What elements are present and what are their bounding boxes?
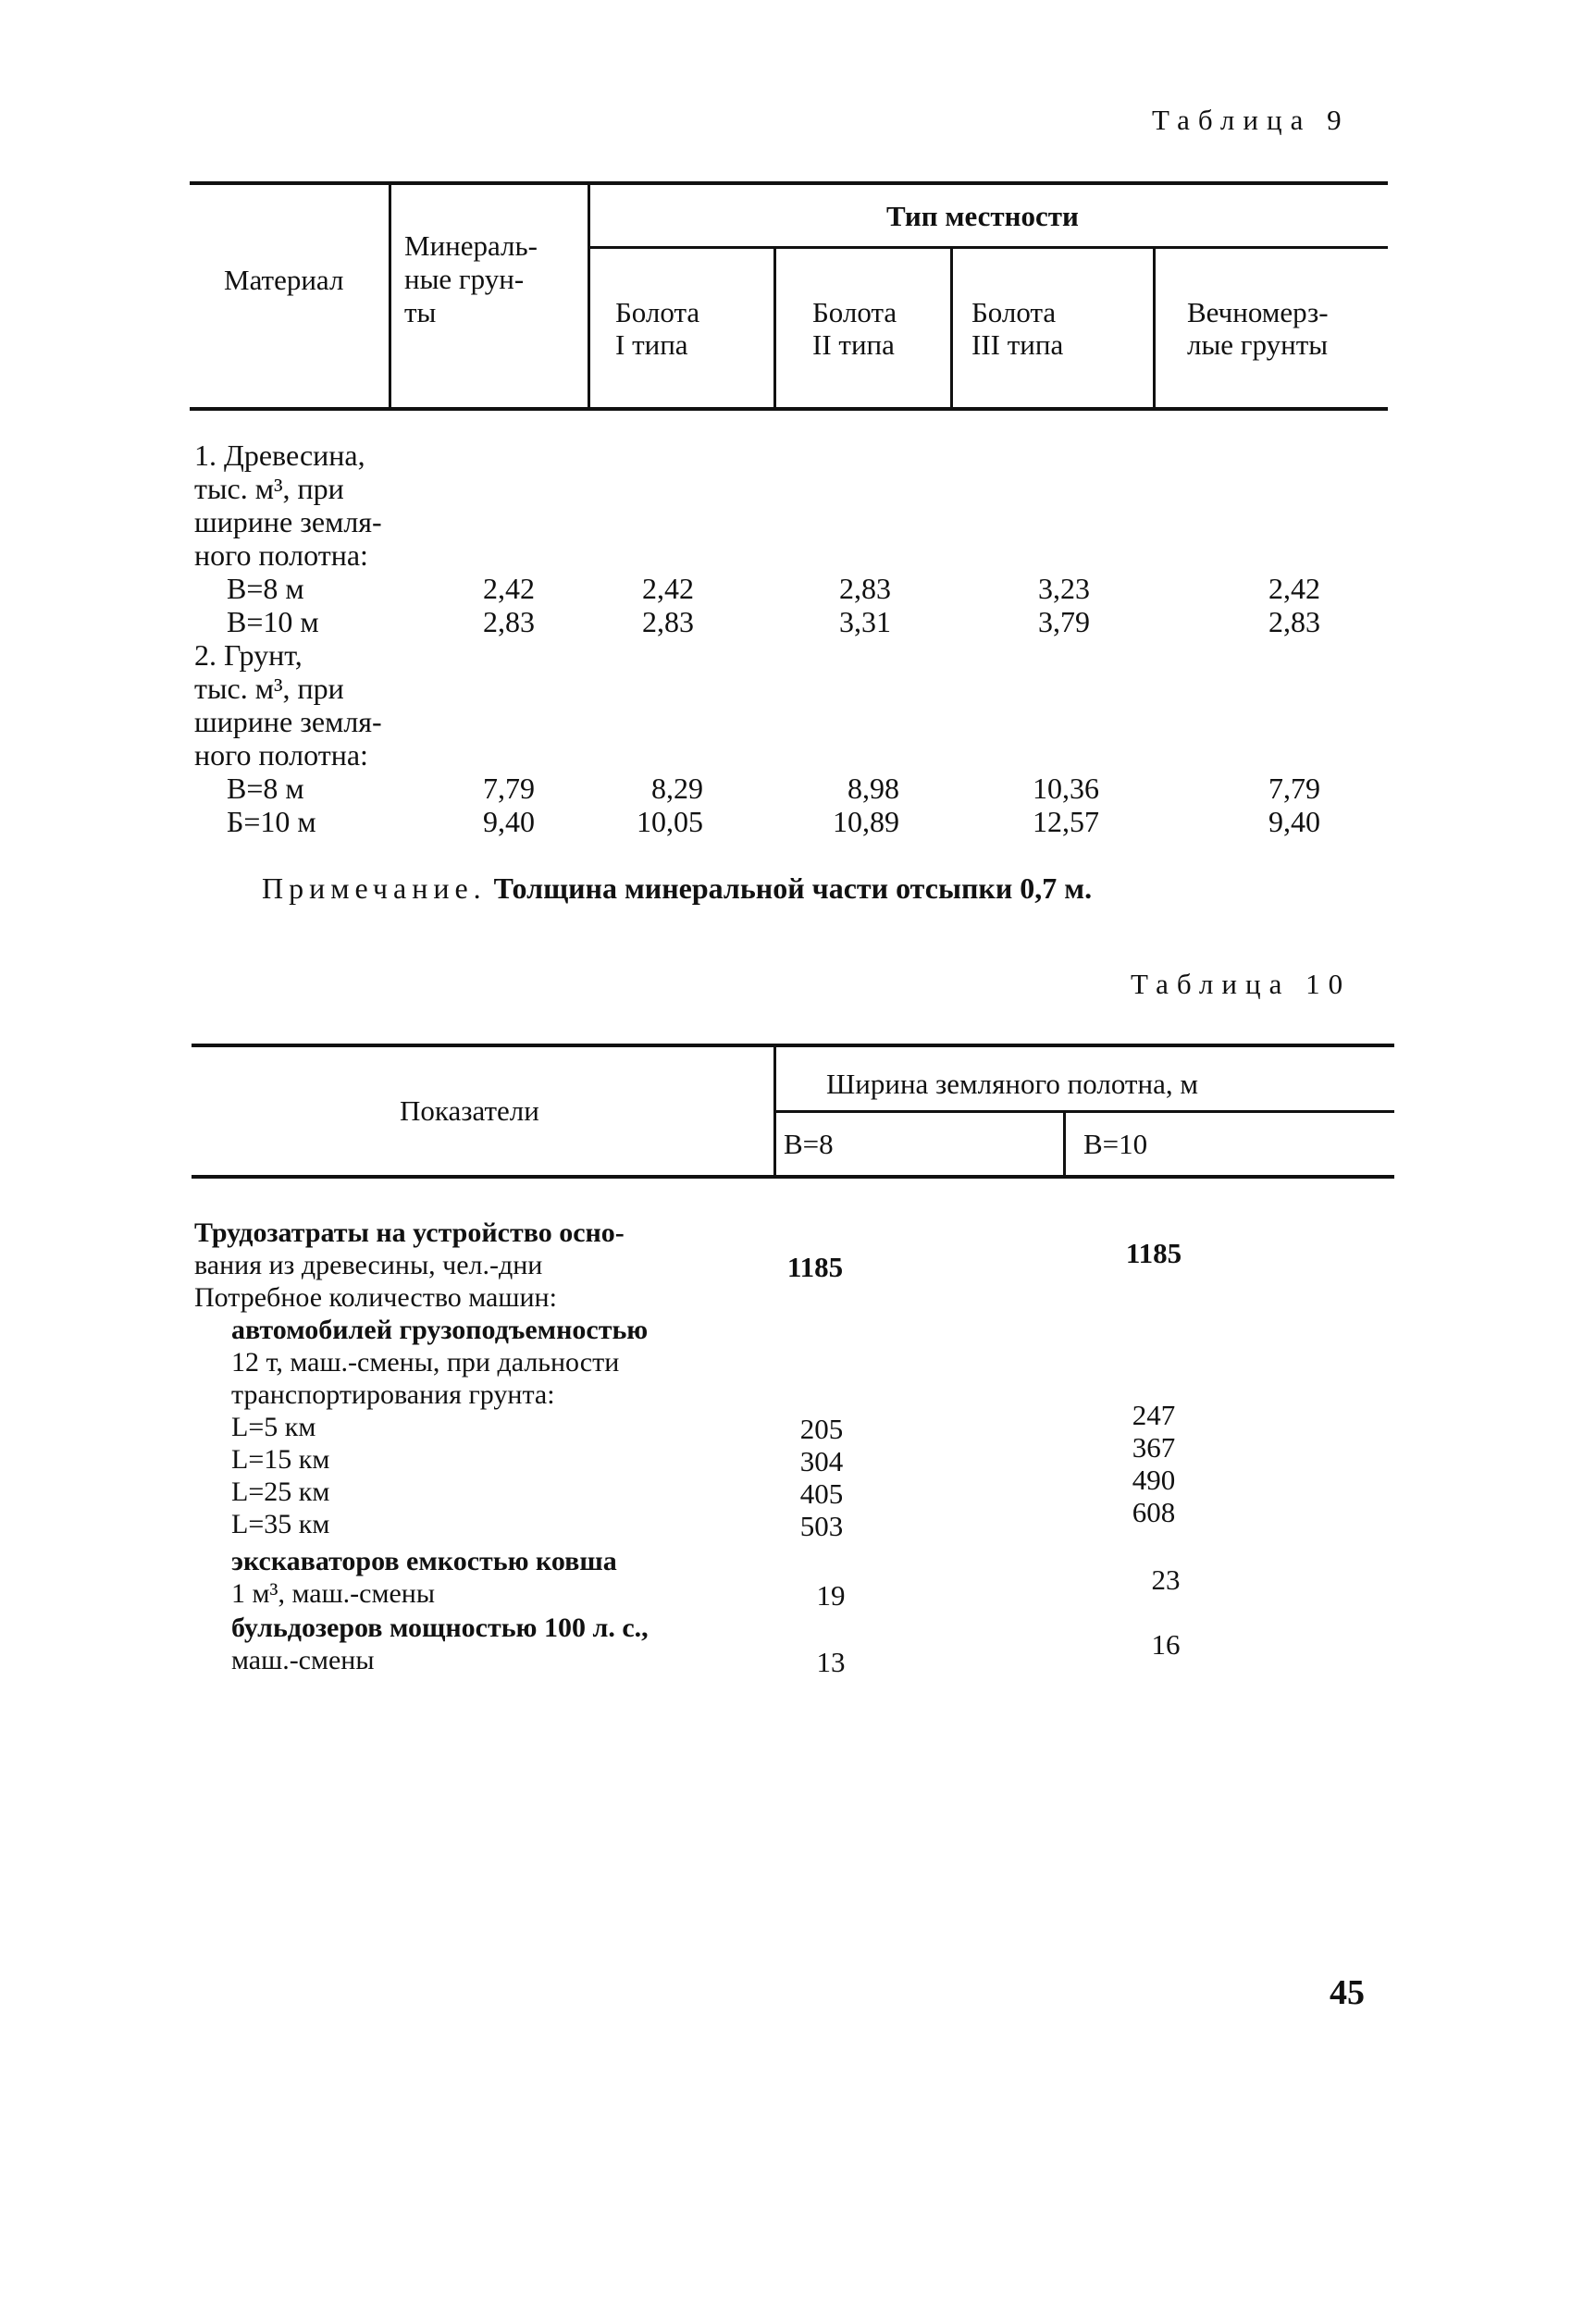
distance-label: L=5 км [231,1412,316,1442]
labor-line2: вания из древесины, чел.-дни [194,1250,543,1280]
header-bog2-line1: Болота [812,296,897,328]
cell-value: 2,42 [642,572,694,605]
header-terrain-type: Тип местности [886,200,1079,232]
labor-b8: 1185 [786,1251,844,1283]
cell-value: 2,42 [483,572,535,605]
cell-value: 2,83 [642,605,694,638]
section-title-line: 2. Грунт, [194,638,303,672]
distance-label: L=15 км [231,1444,330,1475]
cell-value: 3,23 [1038,572,1090,605]
section-title-line: ширине земля- [194,705,382,738]
bulldozers-line1: бульдозеров мощностью 100 л. с., [231,1613,649,1643]
cell-value: 3,31 [839,605,891,638]
distance-b8: 304 [799,1445,844,1477]
excavators-b10: 23 [1151,1563,1181,1596]
table10-divider [1063,1110,1066,1179]
cell-value: 8,98 [847,772,899,805]
table9-caption: Таблица 9 [1152,104,1350,136]
table9-header-bottom-rule [190,407,1388,411]
cell-value: 10,05 [637,805,703,838]
cell-value: 2,83 [839,572,891,605]
header-bog1-line2: I типа [615,328,688,361]
distance-label: L=35 км [231,1509,330,1539]
header-b8: В=8 [784,1128,834,1160]
header-mineral-line2: ные грун- [404,263,525,295]
header-mineral-line3: ты [404,296,437,328]
table10-caption: Таблица 10 [1131,968,1352,1000]
table9-note [262,871,1092,906]
note-text: Толщина минеральной части отсыпки 0,7 м. [493,871,1093,905]
distance-b8: 405 [799,1477,844,1510]
section-title-line: тыс. м³, при [194,672,344,705]
cell-value: 7,79 [483,772,535,805]
labor-b10: 1185 [1125,1237,1182,1269]
table10-subheader-rule [775,1110,1394,1113]
excavators-b8: 19 [816,1579,846,1612]
machines-title: Потребное количество машин: [194,1282,557,1313]
header-material: Материал [224,264,344,296]
cell-value: 2,83 [483,605,535,638]
cell-value: 10,36 [1033,772,1099,805]
trucks-line1: автомобилей грузоподъемностью [231,1315,649,1345]
section-title-line: ширине земля- [194,505,382,538]
cell-value: 10,89 [833,805,899,838]
distance-b10: 247 [1132,1399,1176,1431]
cell-value: 8,29 [651,772,703,805]
bulldozers-b10: 16 [1151,1628,1181,1661]
table10-header-bottom-rule [192,1175,1394,1179]
header-bog1-line1: Болота [615,296,700,328]
table9-divider [773,246,776,411]
page-number: 45 [1330,1973,1365,2012]
excavators-line1: экскаваторов емкостью ковша [231,1546,617,1576]
distance-b10: 367 [1132,1431,1176,1464]
row-label: Б=10 м [227,805,316,838]
cell-value: 3,79 [1038,605,1090,638]
header-permafrost-line2: лые грунты [1187,328,1329,361]
distance-b10: 490 [1132,1464,1176,1496]
trucks-line2: 12 т, маш.-смены, при дальности [231,1347,620,1378]
row-label: В=10 м [227,605,319,638]
section-title-line: 1. Древесина, [194,439,365,472]
bulldozers-line2: маш.-смены [231,1645,375,1675]
table9-divider [1153,246,1156,411]
header-bog3-line2: III типа [971,328,1064,361]
distance-b10: 608 [1132,1496,1176,1528]
table10-top-rule [192,1044,1394,1047]
header-b10: В=10 [1083,1128,1148,1160]
header-bog3-line1: Болота [971,296,1057,328]
excavators-line2: 1 м³, маш.-смены [231,1578,435,1609]
table9-divider [389,181,391,411]
cell-value: 12,57 [1033,805,1099,838]
cell-value: 2,83 [1268,605,1320,638]
cell-value: 7,79 [1268,772,1320,805]
cell-value: 9,40 [1268,805,1320,838]
labor-line1: Трудозатраты на устройство осно- [194,1217,625,1248]
bulldozers-b8: 13 [816,1646,846,1678]
table9-divider [950,246,953,411]
distance-b8: 503 [799,1510,844,1542]
table9-subheader-rule [589,246,1388,249]
header-mineral-line1: Минераль- [404,229,538,262]
cell-value: 2,42 [1268,572,1320,605]
distance-b8: 205 [799,1413,844,1445]
header-permafrost-line1: Вечномерз- [1187,296,1329,328]
cell-value: 9,40 [483,805,535,838]
header-roadbed-width: Ширина земляного полотна, м [826,1068,1198,1100]
section-title-line: ного полотна: [194,738,368,772]
section-title-line: ного полотна: [194,538,368,572]
distance-label: L=25 км [231,1477,330,1507]
note-label: Примечание. [262,871,487,905]
header-bog2-line2: II типа [812,328,895,361]
table10-divider [773,1044,776,1179]
table9-divider [588,181,590,411]
section-title-line: тыс. м³, при [194,472,344,505]
row-label: В=8 м [227,572,304,605]
trucks-line3: транспортирования грунта: [231,1379,555,1410]
table9-top-rule [190,181,1388,185]
row-label: В=8 м [227,772,304,805]
header-indicators: Показатели [400,1094,539,1127]
